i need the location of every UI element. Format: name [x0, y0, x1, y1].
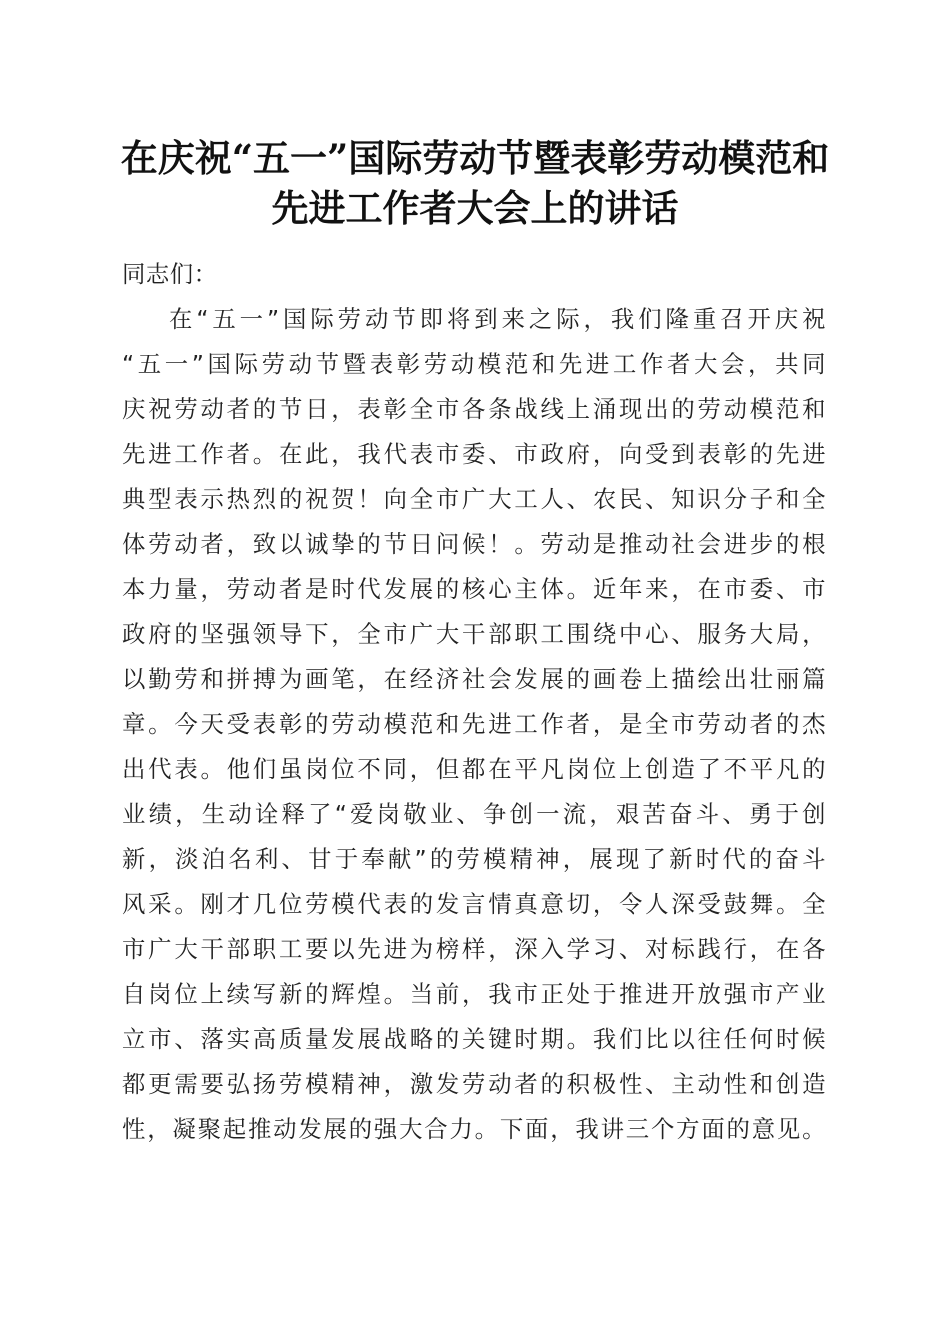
paragraph-line: 市广大干部职工要以先进为榜样，深入学习、对标践行，在各: [122, 935, 826, 963]
paragraph-line: 自岗位上续写新的辉煌。当前，我市正处于推进开放强市产业: [122, 980, 826, 1008]
paragraph-line: 本力量，劳动者是时代发展的核心主体。近年来，在市委、市: [122, 575, 826, 603]
paragraph-line: 风采。刚才几位劳模代表的发言情真意切，令人深受鼓舞。全: [122, 890, 826, 918]
paragraph-line: 出代表。他们虽岗位不同，但都在平凡岗位上创造了不平凡的: [122, 755, 826, 783]
title-line: 先进工作者大会上的讲话: [271, 186, 679, 230]
paragraph-line: 政府的坚强领导下，全市广大干部职工围绕中心、服务大局，: [122, 620, 826, 648]
title-line: 在庆祝“五一”国际劳动节暨表彰劳动模范和: [120, 136, 830, 180]
paragraph-line: 体劳动者，致以诚挚的节日问候！。劳动是推动社会进步的根: [122, 530, 826, 558]
paragraph-line: 都更需要弘扬劳模精神，激发劳动者的积极性、主动性和创造: [122, 1070, 826, 1098]
document-body: [122, 252, 826, 1152]
paragraph-line: 立市、落实高质量发展战略的关键时期。我们比以往任何时候: [122, 1025, 826, 1053]
paragraph-line: 在“五一”国际劳动节即将到来之际，我们隆重召开庆祝: [169, 305, 826, 333]
paragraph-line: “五一”国际劳动节暨表彰劳动模范和先进工作者大会，共同: [122, 350, 826, 378]
paragraph-line: 章。今天受表彰的劳动模范和先进工作者，是全市劳动者的杰: [122, 710, 826, 738]
paragraph-line: 典型表示热烈的祝贺！向全市广大工人、农民、知识分子和全: [122, 485, 826, 513]
paragraph-line: 业绩，生动诠释了“爱岗敬业、争创一流，艰苦奋斗、勇于创: [122, 800, 826, 828]
paragraph-line: 先进工作者。在此，我代表市委、市政府，向受到表彰的先进: [122, 440, 826, 468]
paragraph-line: 性，凝聚起推动发展的强大合力。下面，我讲三个方面的意见。: [122, 1115, 826, 1143]
paragraph-line: 庆祝劳动者的节日，表彰全市各条战线上涌现出的劳动模范和: [122, 395, 826, 423]
paragraph-line: 新，淡泊名利、甘于奉献”的劳模精神，展现了新时代的奋斗: [122, 845, 826, 873]
paragraph-line: 以勤劳和拼搏为画笔，在经济社会发展的画卷上描绘出壮丽篇: [122, 665, 826, 693]
document-title: [100, 133, 850, 233]
salutation: 同志们：: [122, 260, 218, 288]
paragraph: [122, 297, 826, 1152]
